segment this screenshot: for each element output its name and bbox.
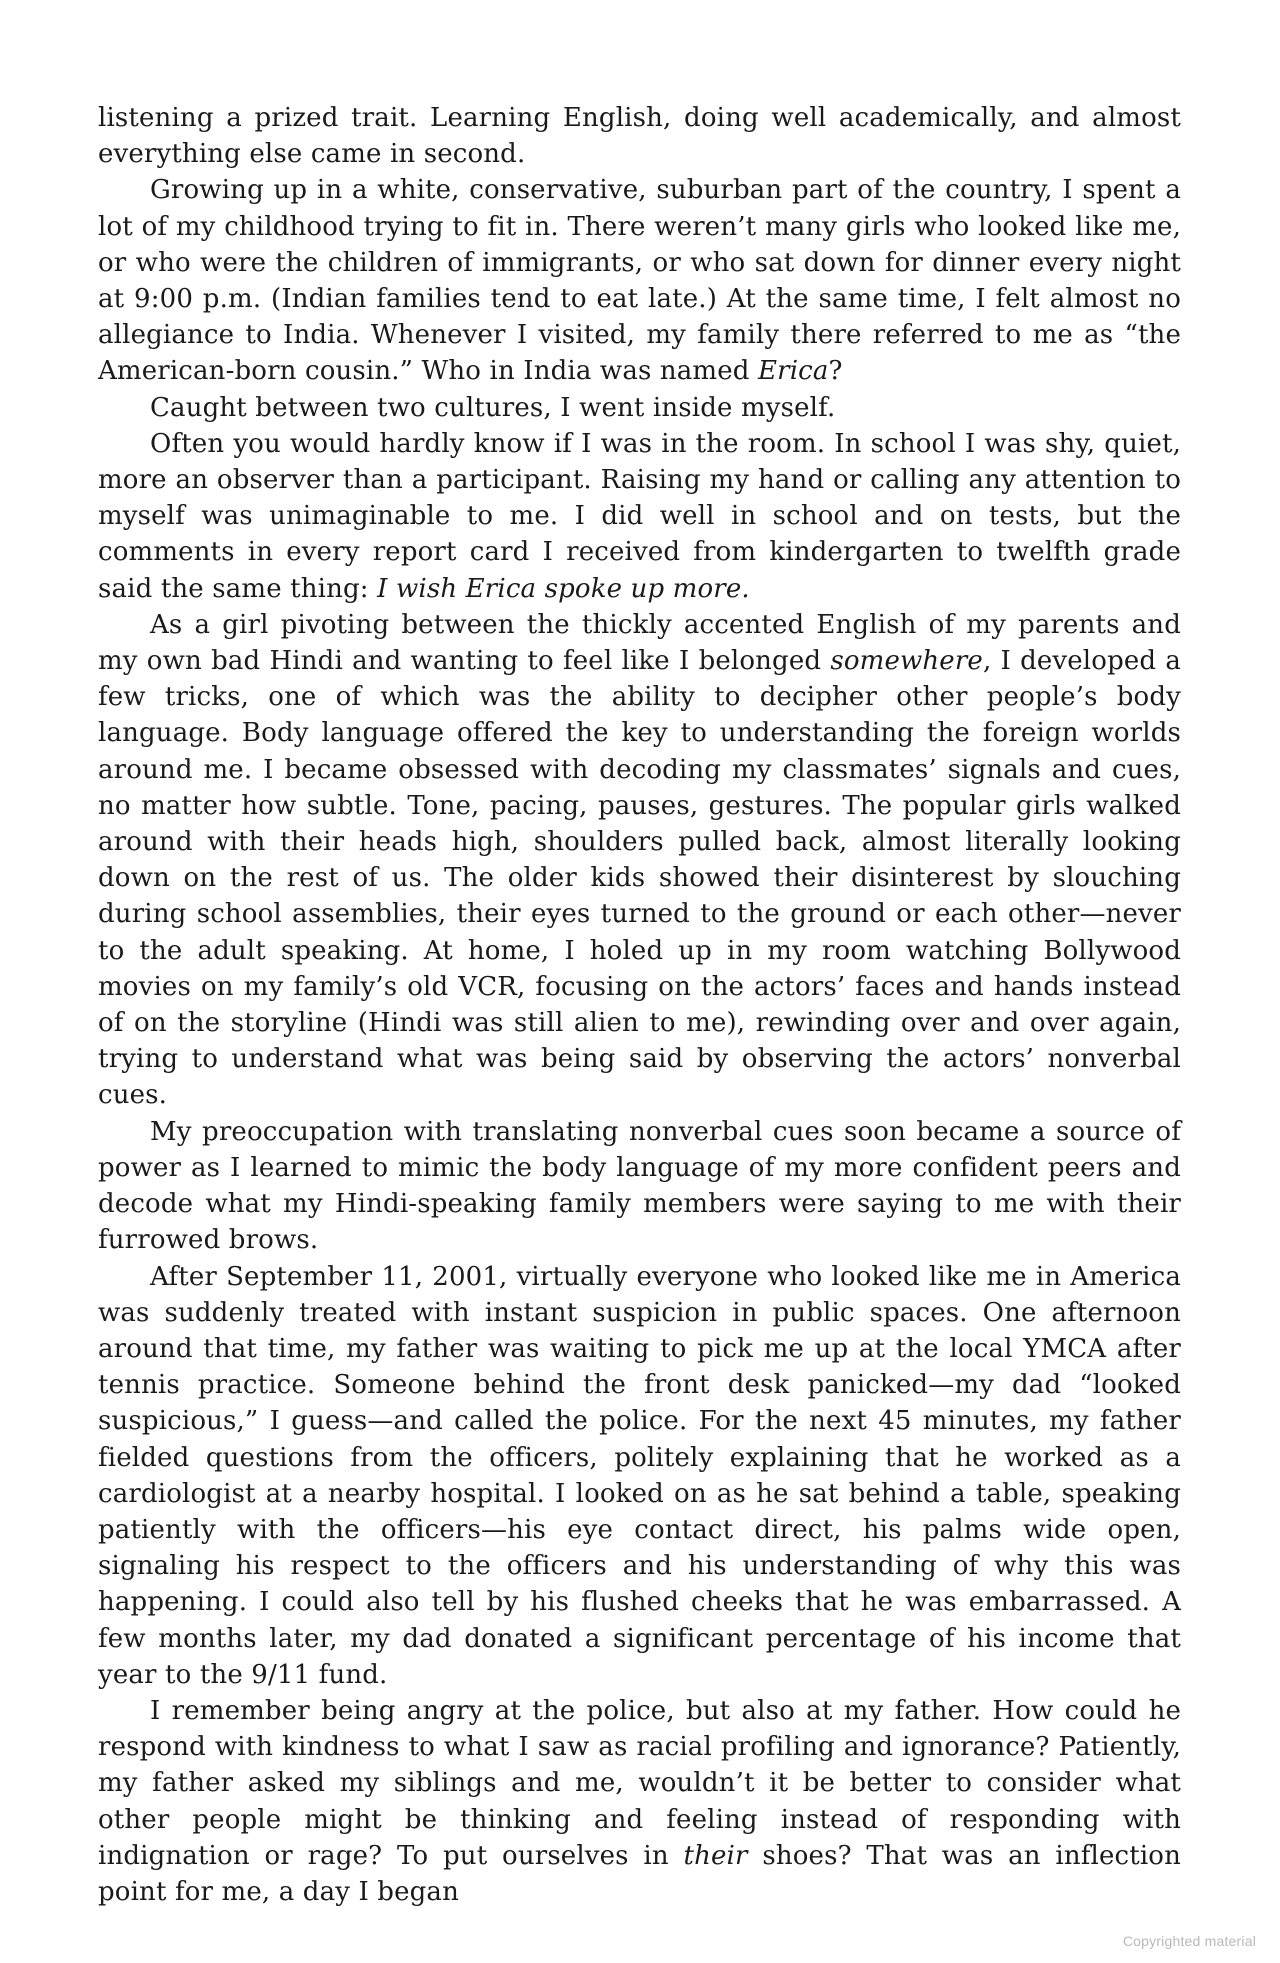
text-span: My preoccupation with translating nonverbal cues soon became a source of power as I learned to mimic the body language of my more confident peers and decode what my Hindi-speaking family members were saying to me with their furrowed brows. [98, 1116, 1181, 1256]
text-span: , I developed a few tricks, one of which was the ability to decipher other people’s body language. Body language offered the key to understanding the foreign worlds around me. I became obsessed with decoding my classmates’ signals and cues, no matter how subtle. Tone, pacing, pauses, gestures. The popular girls walked around with their heads high, shoulders pulled back, almost literally looking down on the rest of us. The older kids showed their disinterest by slouching during school assemblies, their eyes turned to the ground or each other—never to the adult speaking. At home, I holed up in my room watching Bollywood movies on my family’s old VCR, focusing on the actors’ faces and hands instead of on the storyline (Hindi was still alien to me), rewinding over and over again, trying to understand what was being said by observing the actors’ nonverbal cues. [98, 646, 1182, 1111]
text-span: After September 11, 2001, virtually everyone who looked like me in America was suddenly treated with instant suspicion in public spaces. One afternoon around that time, my father was waiting to pick me up at the local YMCA after tennis practice. Someone behind the front desk panicked—my dad “looked suspicious,” I guess—and called the police. For the next 45 minutes, my father fielded questions from the officers, politely explaining that he worked as a cardiologist at a nearby hospital. I looked on as he sat behind a table, speaking patiently with the officers—his eye contact direct, his palms wide open, signaling his respect to the officers and his understanding of why this was happening. I could also tell by his flushed cheeks that he was embarrassed. A few months later, my dad donated a significant percentage of his income that year to the 9/11 fund. [98, 1261, 1181, 1690]
paragraph [98, 607, 1181, 1114]
paragraph [98, 426, 1181, 607]
paragraph [98, 1259, 1181, 1693]
text-span: Caught between two cultures, I went inside myself. [150, 392, 836, 423]
italic-text-span: Erica [758, 356, 829, 387]
book-page-body [98, 100, 1181, 1910]
text-span: listening a prized trait. Learning English, doing well academically, and almost everything else came in second. [98, 103, 1181, 170]
text-span: shoes? That was an inflection point for me, a day I began [98, 1840, 1181, 1907]
text-span: As a girl pivoting between the thickly accented English of my parents and my own bad Hindi and wanting to feel like I belonged [98, 609, 1181, 677]
italic-text-span: I wish Erica spoke up more. [377, 573, 750, 604]
paragraph [98, 1114, 1181, 1259]
italic-text-span: somewhere [830, 646, 983, 677]
paragraph [98, 390, 1181, 426]
text-span: ? [828, 356, 843, 387]
text-span: Growing up in a white, conservative, suburban part of the country, I spent a lot of my childhood trying to fit in. There weren’t many girls who looked like me, or who were the children of immigrants, or who sat down for dinner every night at 9:00 p.m. (Indian families tend to eat late.) At the same time, I felt almost no allegiance to India. Whenever I visited, my family there referred to me as “the American-born cousin.” Who in India was named [98, 175, 1181, 387]
italic-text-span: their [683, 1840, 748, 1871]
paragraph [98, 1693, 1181, 1910]
paragraph [98, 100, 1181, 172]
paragraph [98, 172, 1181, 389]
copyright-watermark: Copyrighted material [1122, 1933, 1256, 1949]
text-span: I remember being angry at the police, but also at my father. How could he respond with kindness to what I saw as racial profiling and ignorance? Patiently, my father asked my siblings and me, wouldn’t it be better to consider what other people might be thinking and feeling instead of responding with indignation or rage? To put ourselves in [98, 1695, 1181, 1871]
text-span: Often you would hardly know if I was in the room. In school I was shy, quiet, more an observer than a participant. Raising my hand or calling any attention to myself was unimaginable to me. I did well in school and on tests, but the comments in every report card I received from kindergarten to twelfth grade said the same thing: [98, 428, 1181, 604]
